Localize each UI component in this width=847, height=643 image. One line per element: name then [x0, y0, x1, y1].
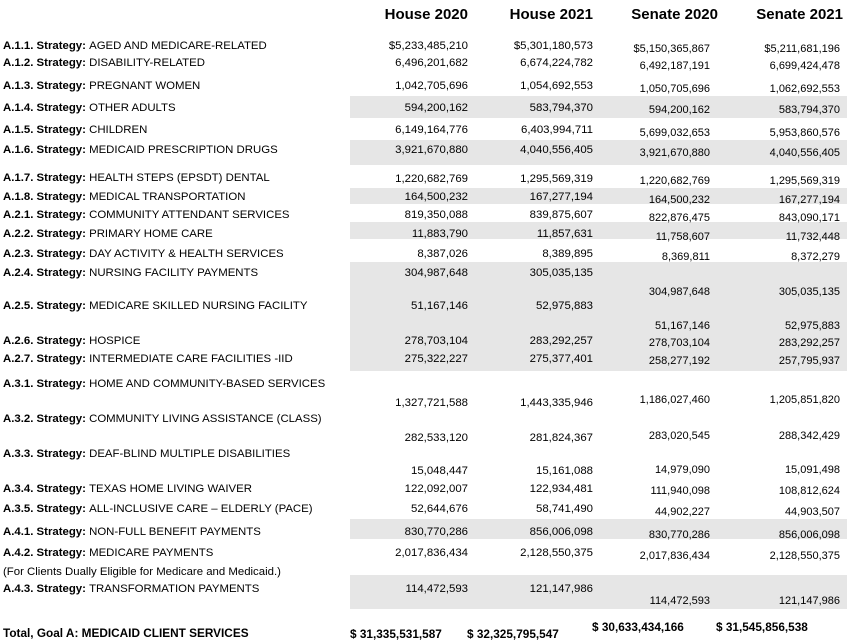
amount-cell: 258,277,192: [648, 355, 710, 367]
dual-eligible-note: (For Clients Dually Eligible for Medicare and Medicaid.): [3, 566, 281, 578]
amount-cell: 6,496,201,682: [395, 57, 468, 69]
strategy-code: A.2.3. Strategy:: [3, 248, 90, 260]
amount-cell: 164,500,232: [404, 191, 468, 203]
strategy-name: COMMUNITY ATTENDANT SERVICES: [89, 209, 290, 221]
strategy-code: A.1.6. Strategy:: [3, 144, 90, 156]
strategy-code: A.1.3. Strategy:: [3, 80, 90, 92]
strategy-label: [3, 377, 325, 391]
amount-cell: 281,824,367: [529, 432, 593, 444]
amount-cell: 8,387,026: [417, 248, 468, 260]
amount-cell: 6,403,994,711: [521, 124, 593, 136]
strategy-label: [3, 334, 140, 348]
amount-cell: 11,758,607: [655, 231, 710, 243]
column-header: House 2020: [384, 6, 468, 23]
amount-cell: 283,020,545: [648, 430, 710, 442]
amount-cell: 594,200,162: [648, 104, 710, 116]
amount-cell: 275,322,227: [404, 353, 468, 365]
amount-cell: 122,092,007: [404, 483, 468, 495]
amount-cell: 1,050,705,696: [639, 83, 710, 95]
strategy-name: MEDICAID PRESCRIPTION DRUGS: [89, 144, 278, 156]
amount-cell: 1,186,027,460: [639, 394, 710, 406]
strategy-code: A.4.2. Strategy:: [3, 547, 90, 559]
amount-cell: 121,147,986: [778, 595, 840, 607]
strategy-name: PRIMARY HOME CARE: [89, 228, 213, 240]
strategy-code: A.2.5. Strategy:: [3, 300, 90, 312]
amount-cell: 1,295,569,319: [520, 173, 593, 185]
strategy-code: A.2.7. Strategy:: [3, 353, 90, 365]
strategy-code: A.1.1. Strategy:: [3, 40, 90, 52]
amount-cell: $5,150,365,867: [633, 43, 710, 55]
amount-cell: 3,921,670,880: [639, 147, 710, 159]
amount-cell: 594,200,162: [404, 102, 468, 114]
strategy-label: [3, 546, 213, 560]
amount-cell: 11,732,448: [785, 231, 840, 243]
amount-cell: 1,327,721,588: [395, 397, 468, 409]
strategy-name: NURSING FACILITY PAYMENTS: [89, 267, 259, 279]
strategy-label: [3, 171, 270, 185]
amount-cell: 819,350,088: [404, 209, 468, 221]
strategy-name: CHILDREN: [89, 124, 148, 136]
amount-cell: 843,090,171: [778, 212, 840, 224]
strategy-name: TRANSFORMATION PAYMENTS: [89, 583, 260, 595]
amount-cell: 15,091,498: [784, 464, 840, 476]
strategy-label: [3, 208, 290, 222]
amount-cell: 15,048,447: [410, 465, 468, 477]
strategy-code: A.3.2. Strategy:: [3, 413, 90, 425]
amount-cell: 2,128,550,375: [520, 547, 593, 559]
amount-cell: 15,161,088: [535, 465, 593, 477]
total-label: Total, Goal A: MEDICAID CLIENT SERVICES: [3, 626, 249, 640]
amount-cell: 278,703,104: [648, 337, 710, 349]
strategy-name: AGED AND MEDICARE-RELATED: [89, 40, 267, 52]
amount-cell: 856,006,098: [529, 526, 593, 538]
amount-cell: 58,741,490: [535, 503, 593, 515]
amount-cell: 52,644,676: [410, 503, 468, 515]
strategy-label: [3, 412, 322, 426]
column-header: House 2021: [509, 6, 593, 23]
amount-cell: 111,940,098: [650, 485, 710, 497]
strategy-code: A.3.5. Strategy:: [3, 503, 90, 515]
amount-cell: 1,220,682,769: [395, 173, 468, 185]
strategy-code: A.4.1. Strategy:: [3, 526, 90, 538]
strategy-name: ALL-INCLUSIVE CARE – ELDERLY (PACE): [89, 503, 313, 515]
amount-cell: 167,277,194: [529, 191, 593, 203]
strategy-label: [3, 101, 176, 115]
amount-cell: 830,770,286: [404, 526, 468, 538]
amount-cell: 6,674,224,782: [520, 57, 593, 69]
amount-cell: 1,295,569,319: [769, 175, 840, 187]
strategy-name: DEAF-BLIND MULTIPLE DISABILITIES: [89, 448, 291, 460]
amount-cell: 6,699,424,478: [769, 60, 840, 72]
strategy-label: [3, 56, 205, 70]
strategy-name: DAY ACTIVITY & HEALTH SERVICES: [89, 248, 284, 260]
amount-cell: 275,377,401: [529, 353, 593, 365]
amount-cell: 114,472,593: [405, 583, 468, 595]
amount-cell: 304,987,648: [648, 286, 710, 298]
strategy-label: [3, 123, 147, 137]
total-amount: $ 31,545,856,538: [716, 620, 808, 634]
amount-cell: 44,903,507: [784, 506, 840, 518]
amount-cell: 305,035,135: [778, 286, 840, 298]
amount-cell: 1,062,692,553: [769, 83, 840, 95]
strategy-name: DISABILITY-RELATED: [89, 57, 205, 69]
strategy-name: TEXAS HOME LIVING WAIVER: [89, 483, 252, 495]
amount-cell: 583,794,370: [778, 104, 840, 116]
amount-cell: 257,795,937: [778, 355, 840, 367]
strategy-code: A.1.8. Strategy:: [3, 191, 90, 203]
amount-cell: 305,035,135: [529, 267, 593, 279]
amount-cell: 2,017,836,434: [395, 547, 468, 559]
strategy-name: INTERMEDIATE CARE FACILITIES -IID: [89, 353, 293, 365]
amount-cell: 108,812,624: [778, 485, 840, 497]
amount-cell: 44,902,227: [654, 506, 710, 518]
strategy-code: A.2.6. Strategy:: [3, 335, 90, 347]
strategy-code: A.1.7. Strategy:: [3, 172, 90, 184]
amount-cell: 51,167,146: [654, 320, 710, 332]
amount-cell: 52,975,883: [784, 320, 840, 332]
amount-cell: 5,953,860,576: [769, 127, 840, 139]
total-amount: $ 32,325,795,547: [467, 627, 559, 641]
amount-cell: 8,372,279: [791, 251, 840, 263]
amount-cell: 4,040,556,405: [769, 147, 840, 159]
amount-cell: 14,979,090: [654, 464, 710, 476]
total-amount: $ 30,633,434,166: [592, 620, 684, 634]
amount-cell: 167,277,194: [778, 194, 840, 206]
strategy-label: [3, 299, 307, 313]
strategy-label: [3, 352, 293, 366]
amount-cell: 122,934,481: [529, 483, 593, 495]
column-header: Senate 2021: [756, 6, 843, 23]
amount-cell: 164,500,232: [648, 194, 710, 206]
amount-cell: 4,040,556,405: [520, 144, 593, 156]
amount-cell: 8,369,811: [661, 251, 710, 263]
amount-cell: 5,699,032,653: [639, 127, 710, 139]
strategy-label: [3, 247, 284, 261]
strategy-code: A.2.2. Strategy:: [3, 228, 90, 240]
amount-cell: 1,205,851,820: [769, 394, 840, 406]
amount-cell: 283,292,257: [778, 337, 840, 349]
total-amount: $ 31,335,531,587: [350, 627, 442, 641]
strategy-name: HOSPICE: [89, 335, 141, 347]
column-header: Senate 2020: [631, 6, 718, 23]
strategy-name: NON-FULL BENEFIT PAYMENTS: [89, 526, 261, 538]
amount-cell: 51,167,146: [410, 300, 468, 312]
amount-cell: 11,857,631: [536, 228, 593, 240]
amount-cell: 282,533,120: [404, 432, 468, 444]
strategy-label: [3, 143, 278, 157]
amount-cell: 2,128,550,375: [769, 550, 840, 562]
strategy-code: A.3.1. Strategy:: [3, 378, 90, 390]
strategy-code: A.3.4. Strategy:: [3, 483, 90, 495]
amount-cell: 8,389,895: [542, 248, 593, 260]
strategy-label: [3, 266, 258, 280]
amount-cell: 1,220,682,769: [639, 175, 710, 187]
amount-cell: 288,342,429: [778, 430, 840, 442]
amount-cell: 3,921,670,880: [395, 144, 468, 156]
amount-cell: 304,987,648: [404, 267, 468, 279]
strategy-code: A.1.2. Strategy:: [3, 57, 90, 69]
amount-cell: 11,883,790: [411, 228, 468, 240]
strategy-code: A.1.5. Strategy:: [3, 124, 90, 136]
strategy-name: COMMUNITY LIVING ASSISTANCE (CLASS): [89, 413, 322, 425]
strategy-label: [3, 227, 213, 241]
strategy-label: [3, 79, 200, 93]
strategy-name: MEDICAL TRANSPORTATION: [89, 191, 246, 203]
amount-cell: 278,703,104: [404, 335, 468, 347]
strategy-label: [3, 582, 259, 596]
strategy-name: HEALTH STEPS (EPSDT) DENTAL: [89, 172, 270, 184]
amount-cell: 2,017,836,434: [639, 550, 710, 562]
strategy-label: [3, 482, 252, 496]
amount-cell: 6,492,187,191: [639, 60, 710, 72]
amount-cell: 121,147,986: [529, 583, 593, 595]
strategy-label: [3, 190, 245, 204]
strategy-code: A.3.3. Strategy:: [3, 448, 90, 460]
amount-cell: 822,876,475: [648, 212, 710, 224]
amount-cell: $5,301,180,573: [513, 40, 593, 52]
strategy-name: MEDICARE SKILLED NURSING FACILITY: [89, 300, 308, 312]
strategy-label: [3, 447, 290, 461]
amount-cell: 52,975,883: [535, 300, 593, 312]
amount-cell: 1,042,705,696: [395, 80, 468, 92]
strategy-name: OTHER ADULTS: [89, 102, 176, 114]
strategy-code: A.2.4. Strategy:: [3, 267, 90, 279]
strategy-code: A.1.4. Strategy:: [3, 102, 90, 114]
strategy-label: [3, 39, 267, 53]
amount-cell: 114,472,593: [649, 595, 710, 607]
strategy-name: MEDICARE PAYMENTS: [89, 547, 214, 559]
amount-cell: 856,006,098: [778, 529, 840, 541]
amount-cell: 583,794,370: [529, 102, 593, 114]
amount-cell: 839,875,607: [529, 209, 593, 221]
amount-cell: 1,443,335,946: [520, 397, 593, 409]
strategy-code: A.2.1. Strategy:: [3, 209, 90, 221]
amount-cell: 283,292,257: [529, 335, 593, 347]
strategy-label: [3, 525, 261, 539]
amount-cell: 830,770,286: [648, 529, 710, 541]
amount-cell: 6,149,164,776: [395, 124, 468, 136]
strategy-label: [3, 502, 313, 516]
strategy-name: PREGNANT WOMEN: [89, 80, 201, 92]
amount-cell: 1,054,692,553: [520, 80, 593, 92]
strategy-code: A.4.3. Strategy:: [3, 583, 90, 595]
amount-cell: $5,233,485,210: [388, 40, 468, 52]
strategy-name: HOME AND COMMUNITY-BASED SERVICES: [89, 378, 326, 390]
amount-cell: $5,211,681,196: [764, 43, 840, 55]
